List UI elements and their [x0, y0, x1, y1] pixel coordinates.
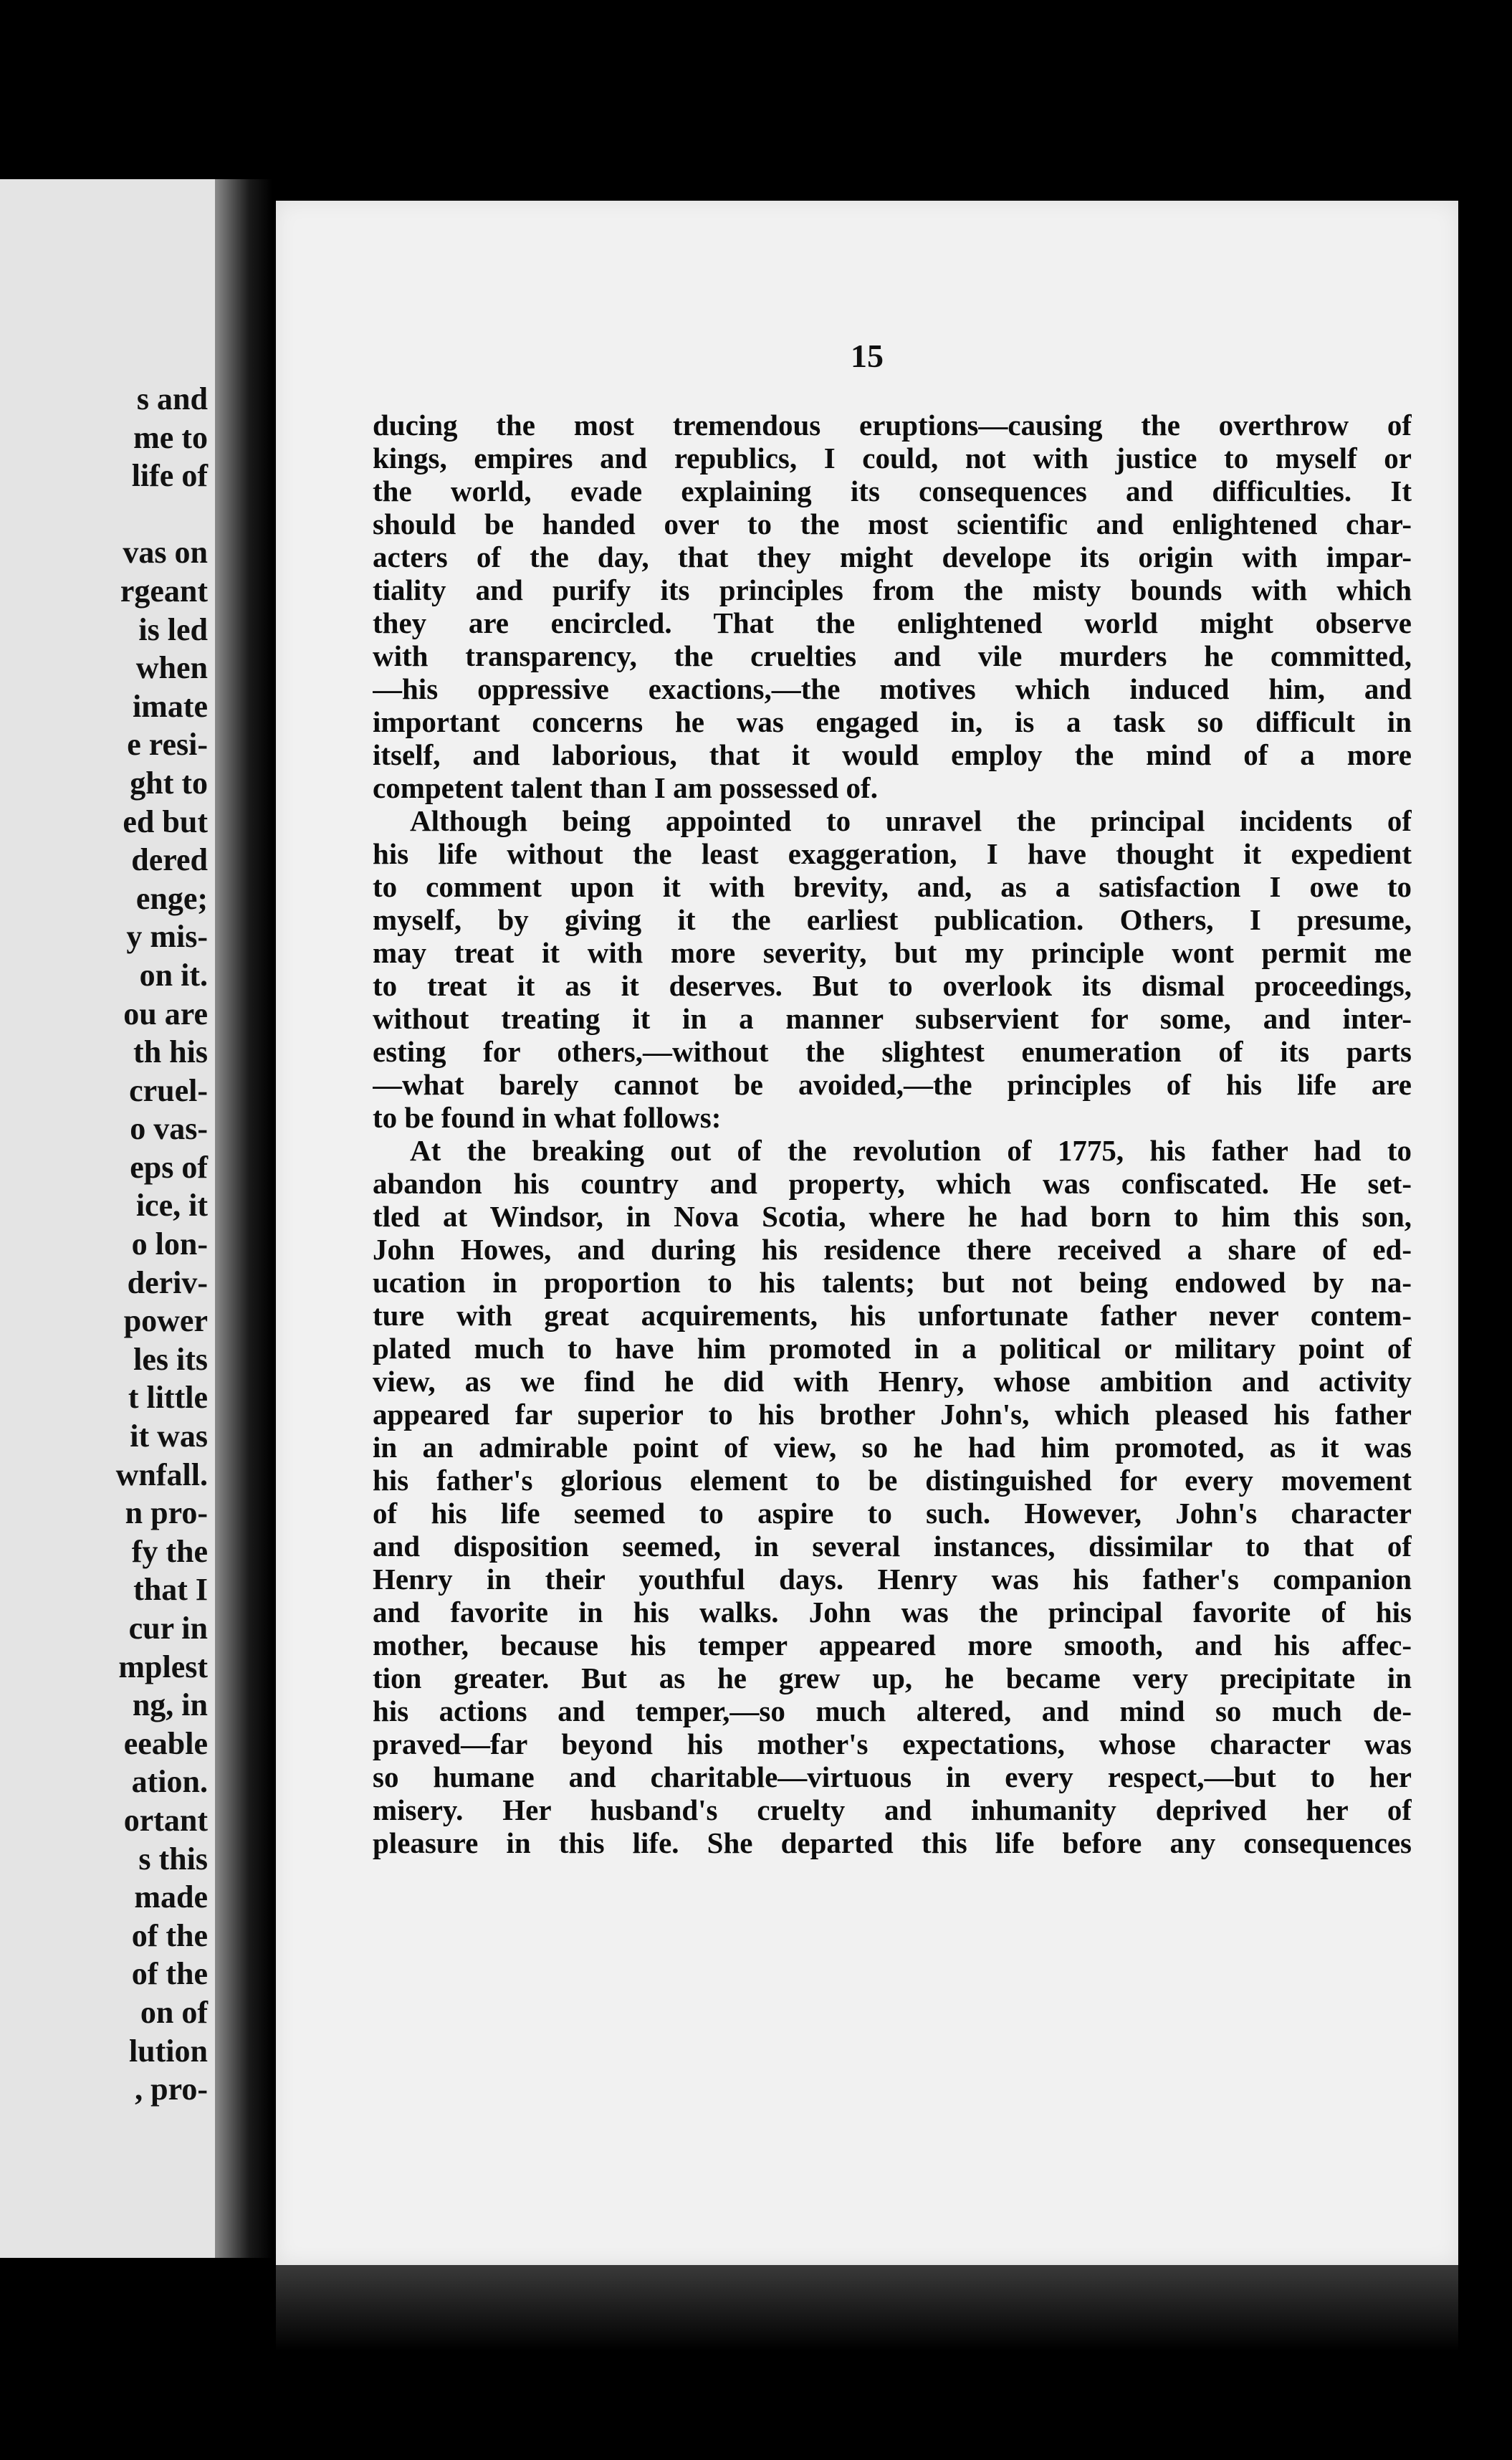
- text-line: appeared far superior to his brother John's, which pleased his father: [373, 1398, 1412, 1431]
- text-line: plated much to have him promoted in a political or military point of: [373, 1332, 1412, 1365]
- page-number: 15: [851, 338, 884, 374]
- previous-page-fragment: me to: [133, 419, 208, 455]
- previous-page-fragment: of the: [131, 1956, 208, 1992]
- previous-page-fragment: eps of: [130, 1149, 208, 1185]
- text-line: ture with great acquirements, his unfortunate father never contem-: [373, 1299, 1412, 1332]
- text-line: his life without the least exaggeration, I have thought it expedient: [373, 837, 1412, 870]
- previous-page-fragment: that I: [133, 1572, 208, 1608]
- previous-page-fragment: is led: [138, 611, 208, 647]
- text-line: the world, evade explaining its consequences and difficulties. It: [373, 475, 1412, 507]
- text-line: important concerns he was engaged in, is a task so difficult in: [373, 705, 1412, 738]
- previous-page-fragment: enge;: [135, 880, 208, 916]
- previous-page: [0, 179, 215, 2258]
- text-line: —his oppressive exactions,—the motives which induced him, and: [373, 672, 1412, 705]
- text-line: in an admirable point of view, so he had him promoted, as it was: [373, 1431, 1412, 1464]
- text-line: his father's glorious element to be distinguished for every movement: [373, 1464, 1412, 1497]
- text-line: his actions and temper,—so much altered, and mind so much de-: [373, 1694, 1412, 1727]
- page-bottom-shadow: [276, 2265, 1458, 2351]
- text-line: ducing the most tremendous eruptions—causing the overthrow of: [373, 409, 1412, 442]
- text-line: may treat it with more severity, but my principle wont permit me: [373, 936, 1412, 969]
- previous-page-fragment: les its: [133, 1341, 208, 1377]
- text-line: ucation in proportion to his talents; but not being endowed by na-: [373, 1266, 1412, 1299]
- previous-page-fragment: o vas-: [130, 1111, 208, 1147]
- text-line: misery. Her husband's cruelty and inhumanity deprived her of: [373, 1793, 1412, 1826]
- book-gutter: [215, 179, 272, 2258]
- previous-page-fragment: lution: [128, 2033, 208, 2069]
- previous-page-fragment: s and: [136, 381, 208, 416]
- previous-page-fragment: life of: [131, 458, 208, 494]
- previous-page-fragment: ght to: [130, 765, 208, 801]
- text-line: of his life seemed to aspire to such. However, John's character: [373, 1497, 1412, 1530]
- previous-page-fragment: ation.: [131, 1764, 208, 1800]
- previous-page-fragment: made: [134, 1879, 208, 1915]
- text-line: abandon his country and property, which was confiscated. He set-: [373, 1167, 1412, 1200]
- text-line: without treating it in a manner subservient for some, and inter-: [373, 1002, 1412, 1035]
- previous-page-fragment: power: [123, 1303, 208, 1339]
- text-line: to comment upon it with brevity, and, as a satisfaction I owe to: [373, 870, 1412, 903]
- previous-page-fragment: on it.: [139, 957, 208, 993]
- previous-page-fragment: o lon-: [131, 1226, 208, 1262]
- previous-page-fragment: ou are: [123, 996, 208, 1031]
- previous-page-fragment: dered: [131, 842, 208, 878]
- text-line: kings, empires and republics, I could, not with justice to myself or: [373, 442, 1412, 475]
- text-line: —what barely cannot be avoided,—the principles of his life are: [373, 1068, 1412, 1101]
- text-line: and favorite in his walks. John was the principal favorite of his: [373, 1596, 1412, 1629]
- previous-page-fragment: mplest: [118, 1649, 208, 1684]
- previous-page-fragment: y mis-: [126, 919, 208, 955]
- text-line: Although being appointed to unravel the principal incidents of: [410, 804, 1412, 837]
- text-line: they are encircled. That the enlightened world might observe: [373, 606, 1412, 639]
- text-line: mother, because his temper appeared more smooth, and his affec-: [373, 1629, 1412, 1662]
- text-line: should be handed over to the most scientific and enlightened char-: [373, 507, 1412, 540]
- text-line: tled at Windsor, in Nova Scotia, where he had born to him this son,: [373, 1200, 1412, 1233]
- previous-page-fragment: cur in: [128, 1611, 208, 1646]
- previous-page-fragment: n pro-: [125, 1495, 208, 1531]
- previous-page-fragment: when: [135, 650, 208, 686]
- previous-page-fragment: wnfall.: [115, 1457, 208, 1492]
- text-line: myself, by giving it the earliest publication. Others, I presume,: [373, 903, 1412, 936]
- previous-page-text: [14, 380, 208, 2109]
- previous-page-fragment: th his: [133, 1034, 208, 1070]
- text-line: and disposition seemed, in several instances, dissimilar to that of: [373, 1530, 1412, 1563]
- text-line: John Howes, and during his residence there received a share of ed-: [373, 1233, 1412, 1266]
- text-line: so humane and charitable—virtuous in every respect,—but to her: [373, 1760, 1412, 1793]
- previous-page-fragment: on of: [140, 1994, 208, 2030]
- previous-page-fragment: rgeant: [120, 573, 208, 609]
- text-line: view, as we find he did with Henry, whose ambition and activity: [373, 1365, 1412, 1398]
- text-line: At the breaking out of the revolution of 1775, his father had to: [410, 1134, 1412, 1167]
- previous-page-fragment: , pro-: [135, 2072, 208, 2107]
- previous-page-fragment: e resi-: [127, 727, 208, 763]
- previous-page-fragment: ng, in: [132, 1687, 208, 1723]
- previous-page-fragment: fy the: [131, 1533, 208, 1569]
- previous-page-fragment: vas on: [123, 535, 208, 571]
- previous-page-fragment: deriv-: [127, 1264, 208, 1300]
- text-line: with transparency, the cruelties and vile murders he committed,: [373, 639, 1412, 672]
- text-line: Henry in their youthful days. Henry was his father's companion: [373, 1563, 1412, 1596]
- text-line: esting for others,—without the slightest enumeration of its parts: [373, 1035, 1412, 1068]
- previous-page-fragment: ice, it: [135, 1188, 208, 1224]
- previous-page-fragment: [14, 495, 208, 534]
- previous-page-fragment: cruel-: [129, 1072, 208, 1108]
- book-page: [276, 201, 1458, 2265]
- text-line: to treat it as it deserves. But to overlook its dismal proceedings,: [373, 969, 1412, 1002]
- previous-page-fragment: eeable: [123, 1725, 208, 1761]
- previous-page-fragment: t little: [128, 1380, 208, 1416]
- previous-page-fragment: it was: [130, 1419, 208, 1454]
- previous-page-fragment: ortant: [123, 1802, 208, 1838]
- previous-page-fragment: ed but: [123, 804, 208, 839]
- text-line: pleasure in this life. She departed this life before any consequences: [373, 1826, 1412, 1859]
- text-line: tion greater. But as he grew up, he became very precipitate in: [373, 1662, 1412, 1694]
- previous-page-fragment: s this: [138, 1841, 208, 1877]
- text-line: itself, and laborious, that it would employ the mind of a more: [373, 738, 1412, 771]
- previous-page-fragment: imate: [132, 688, 208, 724]
- text-line: acters of the day, that they might develope its origin with impar-: [373, 540, 1412, 573]
- text-line: tiality and purify its principles from the misty bounds with which: [373, 573, 1412, 606]
- page-body-text: [373, 409, 1412, 1859]
- text-line: to be found in what follows:: [373, 1101, 722, 1134]
- text-line: praved—far beyond his mother's expectations, whose character was: [373, 1727, 1412, 1760]
- text-line: competent talent than I am possessed of.: [373, 771, 878, 804]
- previous-page-fragment: of the: [131, 1917, 208, 1953]
